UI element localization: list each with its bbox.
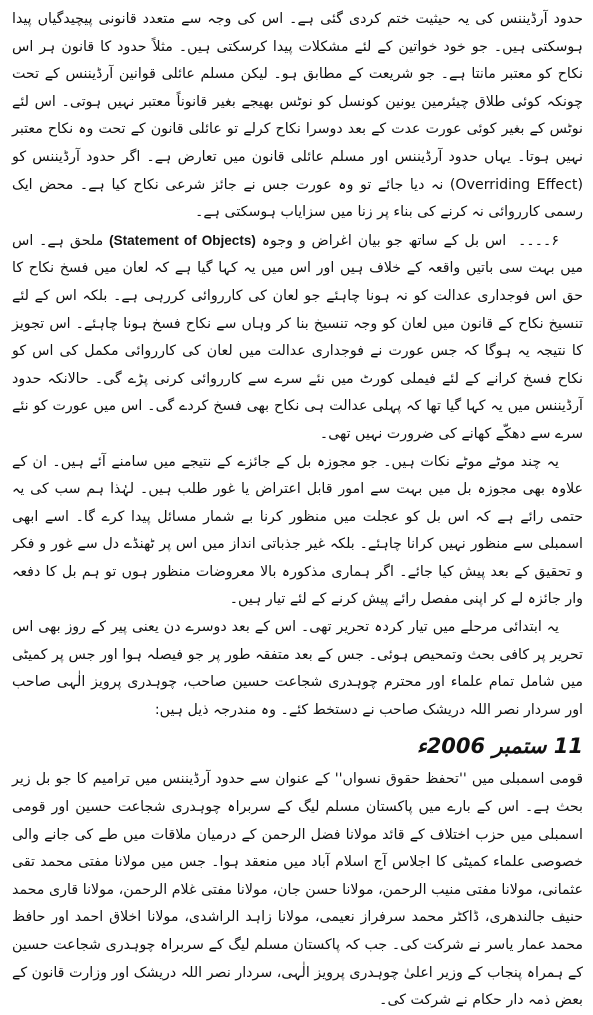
paragraph-summary: [12, 449, 583, 615]
section-6: [12, 227, 583, 449]
english-term-statement-of-objects: (Statement of Objects): [109, 232, 256, 248]
paragraph-text: یہ چند موٹے موٹے نکات ہیں۔ جو مجوزہ بل کے جائزے کے نتیجے میں سامنے آئے ہیں۔ ان کے علاوہ بھی مجوزہ بل میں بہت سے امور قابل اعتراض یا غور طلب ہیں۔ لہٰذا ہم سب کی یہ حتمی رائے ہے کہ اس بل کو عجلت میں منظور کرنا بے شمار مسائل پیدا کرے گا۔ اسے ابھی اسمبلی سے منظور نہیں کرانا چاہئے۔ بلکہ غیر جذباتی انداز میں اس پر ٹھنڈے دل سے غور و فکر و تحقیق کے بعد پیش کیا جائے۔ اگر ہماری مذکورہ بالا معروضات منظور ہوں تو ہم بل کا دفعہ وار جائزہ لے کر اپنی مفصل رائے پیش کرنے کے لئے تیار ہیں۔: [12, 453, 583, 608]
section-6-intro: اس بل کے ساتھ جو بیان اغراض و وجوہ: [261, 232, 507, 249]
paragraph-initial-draft: [12, 614, 583, 724]
paragraph-text: یہ ابتدائی مرحلے میں تیار کردہ تحریر تھی۔ اس کے بعد دوسرے دن یعنی پیر کے روز بھی اس تحریر پر کافی بحث وتمحیص ہوئی۔ جس کے بعد متفقہ طور پر جو فیصلہ ہوا اور جس پر کمیٹی میں شامل تمام علماء اور محترم چوہدری شجاعت حسین صاحب، چوہدری پرویز الٰہی صاحب اور سردار نصر اللہ دریشک صاحب نے دستخط کئے۔ وہ مندرجہ ذیل ہیں:: [12, 619, 583, 718]
section-6-text: [12, 227, 583, 449]
section-number: ۶۔۔۔۔: [518, 232, 559, 249]
section-6-body: ملحق ہے۔ اس میں بہت سی باتیں واقعہ کے خلاف ہیں اور اس میں یہ کہا گیا ہے کہ لعان میں فسخ نکاح کا حق اس فوجداری عدالت کو نہ ہونا چاہئے جو لعان کی کارروائی کررہی ہے۔ بلکہ اس کے لئے تنسیخ نکاح کے قانون میں لعان کو وجہ تنسیخ بنا کر وہاں سے نکاح فسخ ہونا چاہئے۔ اس تجویز کا نتیجہ یہ ہوگا کہ جس عورت نے فوجداری عدالت میں لعان کی کارروائی مکمل کی اس کو نکاح فسخ کرانے کے لئے فیملی کورٹ میں نئے سرے سے کارروائی کرنی پڑے گی۔ حالانکہ حدود آرڈیننس میں یہ کہا گیا تھا کہ پہلی عدالت ہی نکاح بھی فسخ کردے گی۔ اس میں عورت کو نئے سرے سے دھکّے کھانے کی ضرورت نہیں تھی۔: [12, 232, 583, 442]
paragraph-text: حدود آرڈیننس کی یہ حیثیت ختم کردی گئی ہے۔ اس کی وجہ سے متعدد قانونی پیچیدگیاں پیدا ہوسکتی ہیں۔ جو خود خواتین کے لئے مشکلات پیدا کرسکتی ہیں۔ مثلاً حدود کا قانون ہر اس نکاح کو معتبر مانتا ہے۔ جو شریعت کے مطابق ہو۔ لیکن مسلم عائلی قوانین آرڈیننس کے تحت چونکہ کوئی طلاق چیئرمین یونین کونسل کو نوٹس بھیجے بغیر قانوناً معتبر نہیں ہوتی۔ اس لئے نوٹس کے بغیر کوئی عورت عدت کے بعد دوسرا نکاح کرلے تو عائلی قانون کے تحت وہ نکاح معتبر نہیں ہوتا۔ یہاں حدود آرڈیننس اور مسلم عائلی قانون میں تعارض ہے۔ اگر حدود آرڈیننس کو (Overriding Effect) نہ دیا جائے تو وہ عورت جس نے جائز شرعی نکاح کیا ہے۔ محض ایک رسمی کارروائی نہ کرنے کی بناء پر زنا میں سزایاب ہوسکتی ہے۔: [12, 11, 583, 221]
paragraph-hudood-status: [12, 6, 583, 227]
paragraph-meeting: [12, 766, 583, 1014]
paragraph-text: قومی اسمبلی میں ''تحفظ حقوق نسواں'' کے عنوان سے حدود آرڈیننس میں ترامیم کا جو بل زیر بحث ہے۔ اس کے بارے میں پاکستان مسلم لیگ کے سربراہ چوہدری شجاعت حسین اور قومی اسمبلی میں حزب اختلاف کے قائد مولانا فضل الرحمن کے درمیان ملاقات میں طے کی جانے والی خصوصی علماء کمیٹی کا اجلاس آج اسلام آباد میں منعقد ہوا۔ جس میں مولانا مفتی محمد تقی عثمانی، مولانا مفتی منیب الرحمن، مولانا حسن جان، مولانا مفتی غلام الرحمن، مولانا قاری محمد حنیف جالندھری، ڈاکٹر محمد سرفراز نعیمی، مولانا زاہد الراشدی، مولانا اخلاق احمد اور حافظ محمد عمار یاسر نے شرکت کی۔ جب کہ پاکستان مسلم لیگ کے سربراہ چوہدری شجاعت حسین کے ہمراہ پنجاب کے وزیر اعلیٰ چوہدری پرویز الٰہی، سردار نصر اللہ دریشک اور وزارت قانون کے بعض ذمہ دار حکام نے شرکت کی۔: [12, 771, 583, 1009]
date-heading: 11 ستمبر 2006ء: [416, 734, 583, 759]
